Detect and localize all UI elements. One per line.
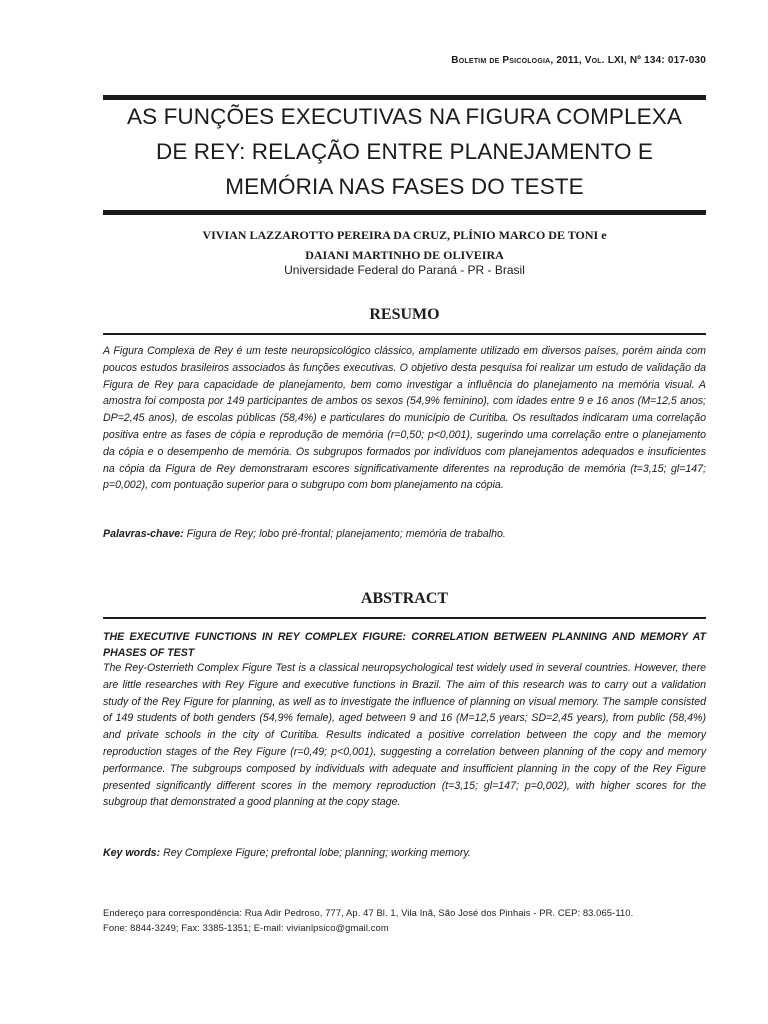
- key-words-label: Key words:: [103, 847, 161, 859]
- resumo-heading: RESUMO: [369, 306, 440, 323]
- resumo-rule: [103, 333, 706, 335]
- title-bottom-rule: [103, 210, 706, 215]
- title-line-3: MEMÓRIA NAS FASES DO TESTE: [225, 174, 584, 199]
- resumo-keywords: [103, 526, 706, 542]
- title-line-2: DE REY: RELAÇÃO ENTRE PLANEJAMENTO E: [155, 139, 654, 164]
- resumo-body: A Figura Complexa de Rey é um teste neuropsicológico clássico, amplamente utilizado em diversos países, porém ainda com poucos estudos brasileiros associados às funções executivas. O objetivo desta pesquisa foi realizar um estudo de validação da Figura de Rey para capacidade de planejamento, bem como investigar a influência do planejamento na memória visual. A amostra foi composta por 149 participantes de ambos os sexos (54,9% feminino), com idades entre 9 e 16 anos (M=12,5 anos; DP=2,45 anos), de escolas públicas (58,4%) e particulares do município de Curitiba. Os resultados indicaram uma correlação positiva entre as fases de cópia e reprodução de memória (r=0,50; p<0,001), sugerindo uma correlação entre o planejamento da cópia e o desempenho de memória. Os subgrupos formados por indivíduos com planejamentos adequados e insuficientes na cópia da Figura de Rey demonstraram escores significativamente diferentes na reprodução de memória (t=3,15; gl=147; p=0,002), com pontuação superior para o subgrupo com bom planejamento na cópia.: [103, 345, 706, 492]
- correspondence-footer: [103, 905, 706, 935]
- keywords-text: Figura de Rey; lobo pré-frontal; planejamento; memória de trabalho.: [186, 528, 506, 540]
- abstract-body: The Rey-Osterrieth Complex Figure Test is a classical neuropsychological test widely used in several countries. However, there are little researches with Rey Figure and executive functions in Brazil. The aim of this research was to carry out a validation study of the Rey Figure for planning, as well as to investigate the influence of planning on visual memory. The sample consisted of 149 students of both genders (54,9% female), aged between 9 and 16 (M=12,5 years; SD=2,45 years), from public (58,4%) and private schools in the city of Curitiba. Results indicated a positive correlation between the copy and the memory reproduction stages of the Rey Figure (r=0,49; p<0,001), suggesting a correlation between planning of the copy and memory performance. The subgroups composed by individuals with adequate and insufficient planning in the copy of the Rey Figure presented significantly different scores in the memory reproduction (t=3,15; gl=147; p=0,002), with higher scores for the subgroup that demonstrated a good planning at the copy stage.: [103, 662, 706, 809]
- footer-contact: Fone: 8844-3249; Fax: 3385-1351; E-mail: vivianlpsico@gmail.com: [103, 922, 389, 933]
- authors-line-2: DAIANI MARTINHO DE OLIVEIRA: [305, 248, 504, 262]
- abstract-heading: ABSTRACT: [360, 590, 449, 607]
- abstract-title: THE EXECUTIVE FUNCTIONS IN REY COMPLEX FIGURE: CORRELATION BETWEEN PLANNING AND MEMORY AT PHASES OF TEST: [103, 631, 706, 659]
- author-list: [103, 225, 706, 265]
- abstract-rule: [103, 617, 706, 619]
- abstract-keywords: [103, 845, 706, 861]
- affiliation: Universidade Federal do Paraná - PR - Brasil: [284, 263, 525, 277]
- keywords-label: Palavras-chave:: [103, 528, 184, 540]
- authors-line-1: VIVIAN LAZZAROTTO PEREIRA DA CRUZ, PLÍNIO MARCO DE TONI e: [202, 228, 607, 242]
- key-words-text: Rey Complexe Figure; prefrontal lobe; planning; working memory.: [163, 847, 471, 859]
- footer-address: Endereço para correspondência: Rua Adir Pedroso, 777, Ap. 47 Bl. 1, Vila Inã, São José dos Pinhais - PR. CEP: 83.065-110.: [103, 907, 634, 918]
- journal-citation: Boletim de Psicologia, 2011, Vol. LXI, Nº 134: 017-030: [451, 55, 706, 66]
- article-title: [103, 99, 706, 204]
- title-line-1: AS FUNÇÕES EXECUTIVAS NA FIGURA COMPLEXA: [127, 104, 682, 129]
